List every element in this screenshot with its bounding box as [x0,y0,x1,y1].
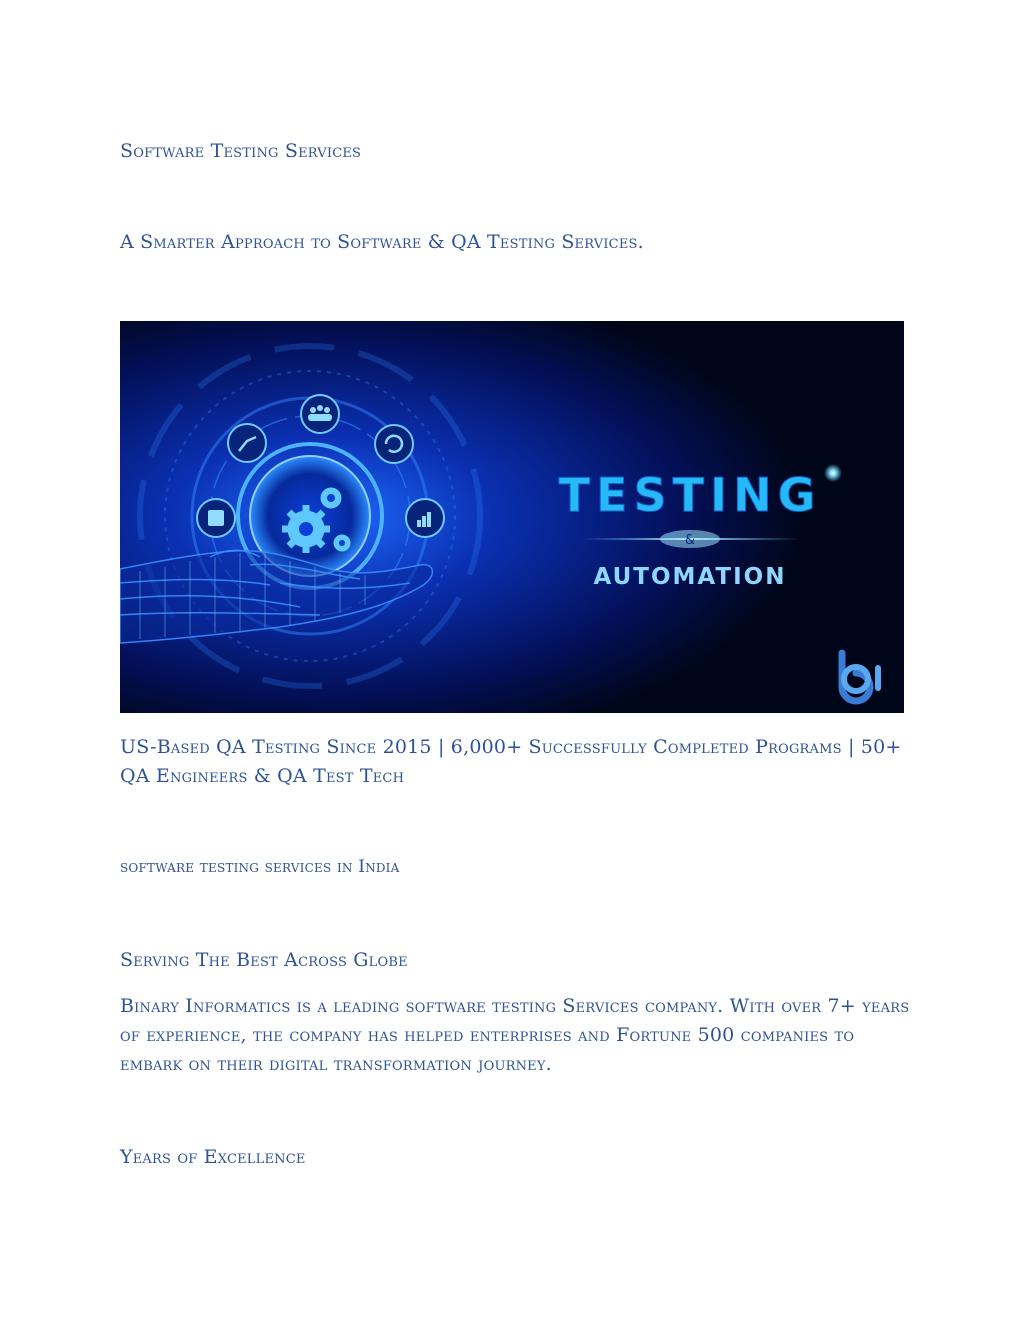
global-heading: Serving The Best Across Globe [120,949,408,971]
page-title: Software Testing Services [120,140,362,162]
excellence-heading: Years of Excellence [120,1146,306,1168]
hero-ampersand: & [684,533,696,548]
company-description: Binary Informatics is a leading software testing Services company. With over 7+ years of experience, the company has helped enterprises and Fortune 500 companies to embark on their digital transformation journey. [120,995,910,1075]
hero-title-text: TESTING [558,468,822,522]
india-heading: software testing services in India [120,857,400,877]
hero-image [120,321,904,713]
subtitle-heading: A Smarter Approach to Software & QA Testing Services. [120,231,644,253]
stats-line: US-Based QA Testing Since 2015 | 6,000+ Successfully Completed Programs | 50+ QA Engineers & QA Test Tech [120,736,902,787]
hero-subtitle-text: AUTOMATION [593,564,787,590]
